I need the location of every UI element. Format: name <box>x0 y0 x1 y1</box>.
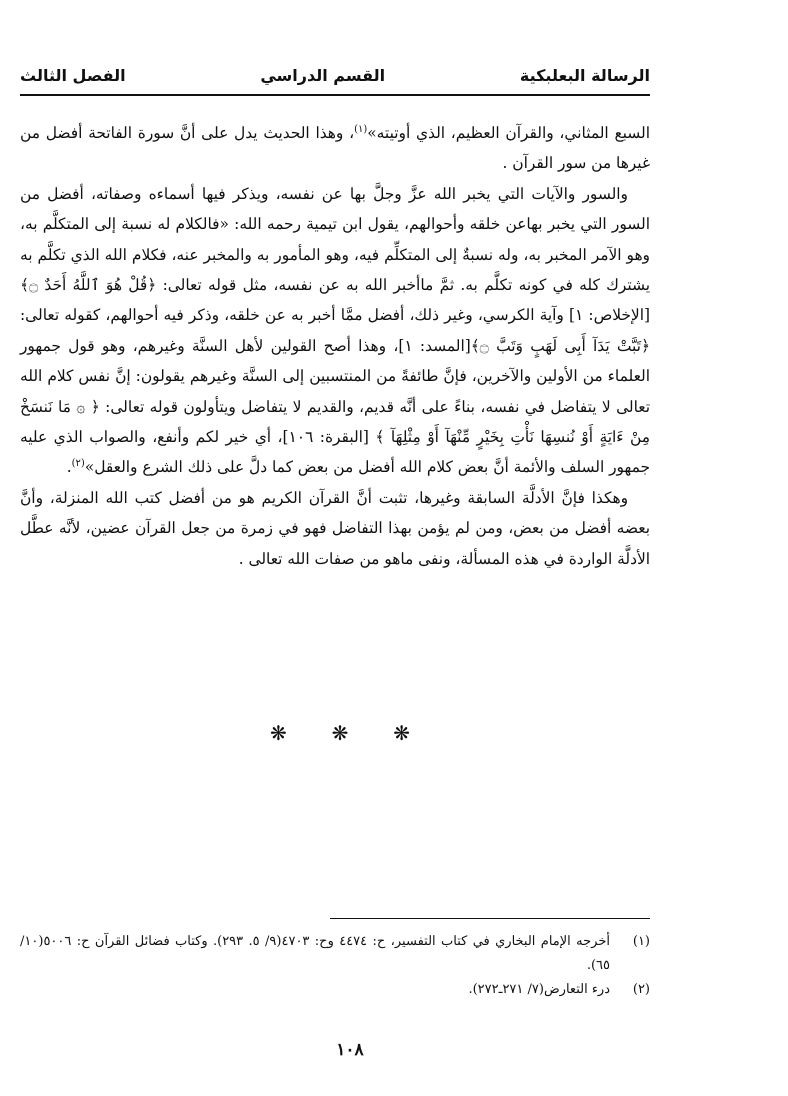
ornament-star-icon: ❋ <box>270 721 287 745</box>
header-section-title: القسم الدراسي <box>260 65 386 85</box>
header-book-title: الرسالة البعلبكية <box>519 65 650 85</box>
ornament-star-icon: ❋ <box>331 721 349 745</box>
footnote-ref-1: (١) <box>354 123 368 135</box>
paragraph-2: والسور والآيات التي يخبر الله عزَّ وجلَّ بها عن نفسه، ويذكر فيها أسماءه وصفاته، أفضل من السور التي يخبر بهاعن خلقه وأحوالهم، يقول ابن تيمية رحمه الله: «فالكلام له نسبة إلى المتكلَّم به، وهو الآمر المخبر به، وله نسبةٌ إلى المتكلِّم فيه، وهو المأمور به والمخبر عنه، فكلام الله الذي تكلَّم به يشترك كله في كونه تكلَّم به. ثمَّ ماأخبر الله به عن نفسه، مثل قوله تعالى: ﴿قُلْ هُوَ ٱللَّهُ أَحَدٌ ۝﴾ [الإخلاص: ١] وآية الكرسي، وغير ذلك، أفضل ممَّا أخبر به عن خلقه، وذكر فيه أحوالهم، كقوله تعالى: ﴿تَبَّتْ يَدَآ أَبِى لَهَبٍ وَتَبَّ ۝﴾[المسد: ١]، وهذا أصح القولين لأهل السنَّة وغيرهم، وهو قول جمهور العلماء من الأولين والآخرين، فإنَّ طائفةً من المنتسبين إلى السنَّة وغيرهم يقولون: إنَّ نفس كلام الله تعالى لا يتفاضل في نفسه، بناءً على أنَّه قديم، والقديم لا يتفاضل ويتأولون قوله تعالى: ﴿ ۞ مَا نَنسَخْ مِنْ ءَايَةٍ أَوْ نُنسِهَا نَأْتِ بِخَيْرٍ مِّنْهَآ أَوْ مِثْلِهَآ ﴾ [البقرة: ١٠٦]، أي خير لكم وأنفع، والصواب الذي عليه جمهور السلف والأئمة أنَّ بعض كلام الله أفضل من بعض كما دلَّ على ذلك الشرع والعقل»$^{(٢)}$. <box>20 184 650 477</box>
header-divider <box>20 94 650 96</box>
ornament-star-icon: ❋ <box>393 721 410 745</box>
header-chapter-title: الفصل الثالث <box>20 65 126 85</box>
paragraph-1: السبع المثاني، والقرآن العظيم، الذي أوتيته»$^{(١)}$، وهذا الحديث يدل على أنَّ سورة الفاتحة أفضل من غيرها من سور القرآن . <box>20 123 650 173</box>
footnote-number: (٢) <box>632 982 650 997</box>
footnote-text: درء التعارض(٧/ ٢٧١ـ٢٧٢). <box>468 982 610 997</box>
paragraph-3: وهكذا فإنَّ الأدلَّة السابقة وغيرها، تثبت أنَّ القرآن الكريم هو من أفضل كتب الله المنزلة، وأنَّ بعضه أفضل من بعض، ومن لم يؤمن بهذا التفاضل فهو في زمرة من جعل القرآن عضين، لأنَّه عطَّل الأدلَّة الواردة في هذه المسألة، ونفى ماهو من صفات الله تعالى . <box>20 488 650 568</box>
section-ornaments <box>270 718 410 748</box>
footnote-ref-2: (٢) <box>71 458 85 470</box>
footnote-2 <box>20 978 650 1002</box>
running-header <box>20 60 650 90</box>
footnote-number: (١) <box>632 934 650 949</box>
footnotes <box>20 930 650 1002</box>
main-text <box>20 118 650 574</box>
footnote-divider <box>330 918 650 919</box>
footnote-1 <box>20 930 650 978</box>
page-number: ١٠٨ <box>336 1040 364 1060</box>
footnote-text: أخرجه الإمام البخاري في كتاب التفسير، ح: ٤٤٧٤ وح: ٤٧٠٣(٩/ ٥. ٢٩٣). وكتاب فضائل القرآن ح: ٥٠٠٦(١٠/ ٦٥). <box>20 934 610 973</box>
